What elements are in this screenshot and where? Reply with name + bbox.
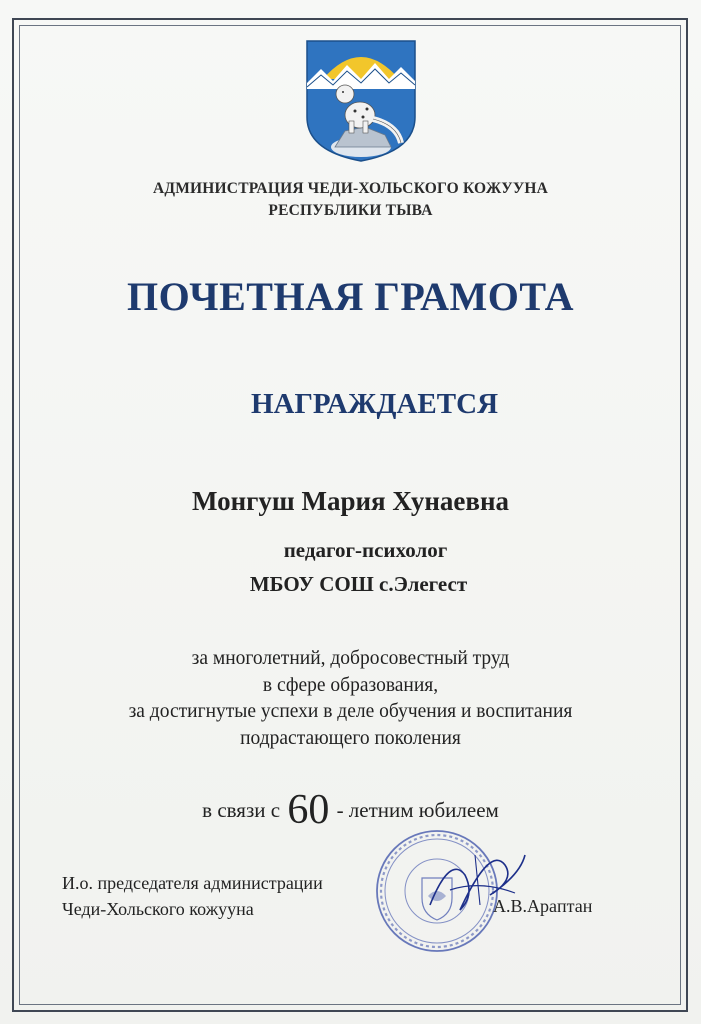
reason-line: в сфере образования, [262, 674, 439, 696]
recipient-position: педагог-психолог [283, 538, 448, 562]
reason-line: за многолетний, добросовестный труд [191, 648, 510, 669]
jubilee-line [0, 786, 701, 834]
reason-line: за достигнутые успехи в деле обучения и воспитания [128, 701, 573, 722]
awarded-heading: НАГРАЖДАЕТСЯ [250, 388, 499, 420]
coat-of-arms-emblem [305, 39, 417, 163]
organization-line-2: РЕСПУБЛИКИ ТЫВА [268, 202, 433, 219]
jubilee-suffix: - летним юбилеем [336, 798, 499, 822]
award-reason [0, 646, 701, 752]
recipient-school: МБОУ СОШ с.Элегест [249, 572, 468, 596]
organization-line-1: АДМИНИСТРАЦИЯ ЧЕДИ-ХОЛЬСКОГО КОЖУУНА [152, 180, 549, 197]
recipient-name: Монгуш Мария Хунаевна [191, 486, 510, 516]
signer-title-line-1: И.о. председателя администрации [62, 873, 323, 893]
signer-title-line-2: Чеди-Хольского кожууна [62, 899, 254, 919]
signer-name: А.В.Арaптан [493, 896, 593, 916]
signer-title [62, 870, 323, 922]
jubilee-number: 60 [287, 787, 330, 833]
jubilee-prefix: в связи с [202, 798, 281, 822]
reason-line: подрастающего поколения [240, 727, 461, 749]
certificate-title: ПОЧЕТНАЯ ГРАМОТА [127, 274, 574, 319]
